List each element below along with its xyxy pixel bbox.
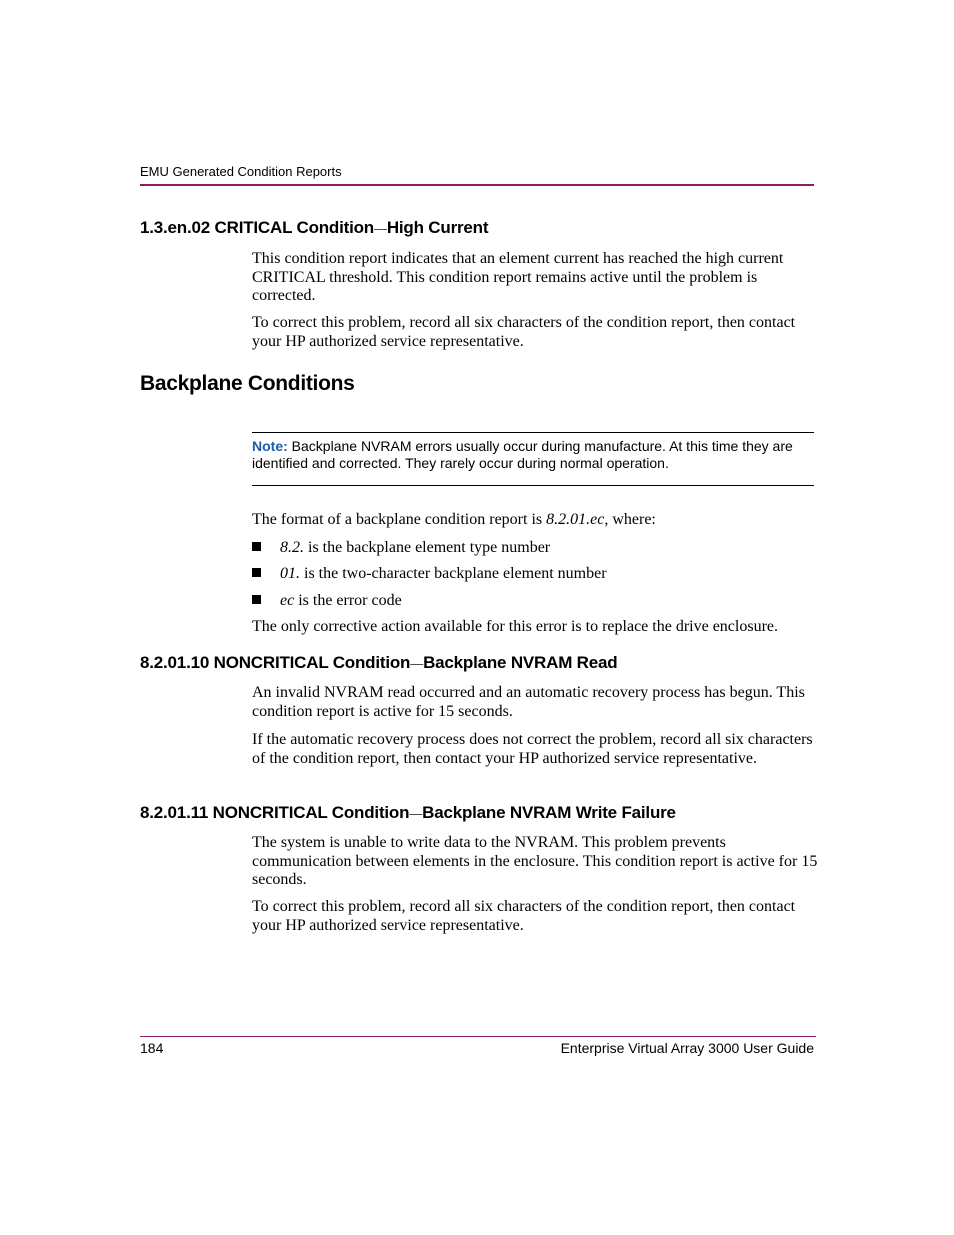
paragraph: To correct this problem, record all six characters of the condition report, then contact your HP authorized service representative. <box>252 314 796 350</box>
section-number: 8.2.01.11 NONCRITICAL Condition <box>140 803 410 822</box>
section-title: Backplane NVRAM Read <box>423 653 618 672</box>
note-box <box>252 438 814 472</box>
bullet-text: is the backplane element type number <box>304 539 551 556</box>
list-item <box>252 539 814 557</box>
heading-backplane-conditions: Backplane Conditions <box>140 372 355 395</box>
format-suffix: , where: <box>604 511 656 528</box>
em-dash: — <box>410 656 424 671</box>
note-bottom-rule <box>252 485 814 486</box>
list-item <box>252 592 814 610</box>
paragraph: The system is unable to write data to the NVRAM. This problem prevents communication between elements in the enclosure. This condition report is active for 15 seconds. <box>252 834 818 889</box>
page-number: 184 <box>140 1040 164 1056</box>
section-heading-high-current <box>140 218 488 238</box>
em-dash: — <box>374 221 387 236</box>
paragraph: An invalid NVRAM read occurred and an automatic recovery process has begun. This condition report is active for 15 seconds. <box>252 684 805 720</box>
header-rule <box>140 184 814 186</box>
square-bullet-icon <box>252 542 261 551</box>
bullet-text: is the two-character backplane element number <box>300 565 607 582</box>
em-dash: — <box>409 806 423 821</box>
paragraph: This condition report indicates that an element current has reached the high current CRITICAL threshold. This condition report remains active until the problem is corrected. <box>252 250 784 305</box>
note-top-rule <box>252 432 814 433</box>
paragraph: To correct this problem, record all six characters of the condition report, then contact your HP authorized service representative. <box>252 898 796 934</box>
bullet-code: ec <box>280 592 295 609</box>
bullet-code: 01. <box>280 565 300 582</box>
square-bullet-icon <box>252 568 261 577</box>
section-number: 1.3.en.02 CRITICAL Condition <box>140 218 374 237</box>
running-header: EMU Generated Condition Reports <box>140 164 342 179</box>
section-title: High Current <box>386 218 489 237</box>
paragraph: The only corrective action available for this error is to replace the drive enclosure. <box>252 618 778 635</box>
footer-doc-title: Enterprise Virtual Array 3000 User Guide <box>560 1040 814 1056</box>
section-title: Backplane NVRAM Write Failure <box>422 803 676 822</box>
format-paragraph <box>252 511 818 530</box>
bullet-text: is the error code <box>294 592 402 609</box>
note-label: Note: <box>252 438 288 454</box>
square-bullet-icon <box>252 595 261 604</box>
format-prefix: The format of a backplane condition report is <box>252 511 547 528</box>
format-code: 8.2.01.ec <box>546 511 605 528</box>
bullet-code: 8.2. <box>280 539 304 556</box>
footer-rule <box>140 1036 816 1037</box>
section-heading-nvram-write-failure <box>140 803 676 823</box>
section-number: 8.2.01.10 NONCRITICAL Condition <box>140 653 411 672</box>
paragraph: If the automatic recovery process does not correct the problem, record all six characters of the condition report, then contact your HP authorized service representative. <box>252 731 813 767</box>
note-text: Backplane NVRAM errors usually occur during manufacture. At this time they are identified and corrected. They rarely occur during normal operation. <box>252 438 793 471</box>
list-item <box>252 565 814 583</box>
section-heading-nvram-read <box>140 653 617 673</box>
